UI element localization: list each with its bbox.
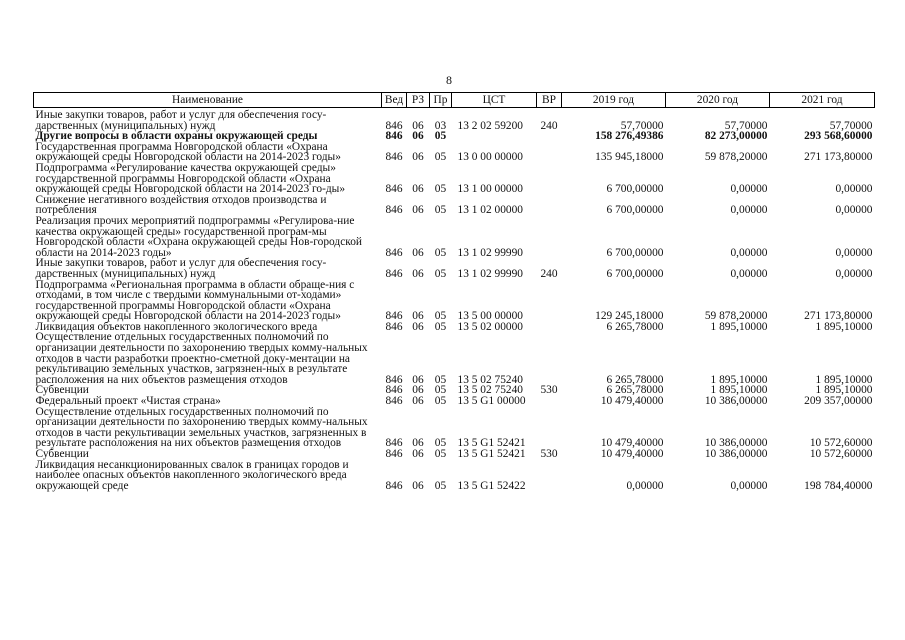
cell-rz: 06 bbox=[412, 395, 424, 408]
cell-ved: 846 bbox=[385, 267, 403, 280]
cell-2019: 0,00000 bbox=[626, 479, 664, 492]
cell-2021: 10 572,60000 bbox=[809, 437, 873, 450]
column-header-name: Наименование bbox=[34, 93, 382, 108]
cell-pr: 05 bbox=[434, 183, 447, 196]
cell-vr bbox=[537, 460, 562, 492]
cell-2021: 57,70000 bbox=[829, 119, 873, 132]
cell-rz: 06 bbox=[412, 267, 424, 280]
cell-pr: 05 bbox=[434, 479, 447, 492]
cell-2021: 0,00000 bbox=[835, 246, 873, 259]
cell-rz: 06 bbox=[412, 130, 424, 143]
cell-name: Субвенции bbox=[35, 384, 89, 397]
cell-vr: 530 bbox=[540, 448, 558, 460]
cell-cst: 13 1 02 99990 bbox=[457, 267, 523, 280]
cell-2019: 6 265,78000 bbox=[606, 320, 664, 333]
cell-2019: 6 700,00000 bbox=[606, 204, 664, 217]
cell-pr: 05 bbox=[434, 448, 447, 460]
cell-2021: 0,00000 bbox=[835, 183, 873, 196]
cell-cst: 13 5 02 00000 bbox=[457, 320, 523, 333]
cell-name: Ликвидация объектов накопленного экологического вреда bbox=[35, 320, 318, 333]
cell-cst: 13 5 02 75240 bbox=[457, 384, 523, 397]
cell-pr: 05 bbox=[434, 246, 447, 259]
cell-2021: 293 568,60000 bbox=[804, 130, 873, 143]
cell-pr: 05 bbox=[434, 151, 447, 164]
cell-rz: 06 bbox=[412, 373, 424, 386]
cell-pr: 05 bbox=[434, 320, 447, 333]
cell-vr bbox=[537, 195, 562, 216]
cell-2021: 0,00000 bbox=[835, 204, 873, 217]
cell-2020: 0,00000 bbox=[730, 204, 768, 217]
cell-2020: 1 895,10000 bbox=[710, 384, 768, 397]
cell-vr bbox=[537, 131, 562, 142]
cell-ved: 846 bbox=[385, 119, 403, 132]
table-row bbox=[34, 258, 875, 279]
cell-rz: 06 bbox=[412, 151, 424, 164]
cell-ved: 846 bbox=[385, 204, 403, 217]
cell-pr: 05 bbox=[434, 395, 447, 408]
table-row bbox=[34, 108, 875, 132]
cell-2021: 10 572,60000 bbox=[809, 448, 873, 460]
cell-2021: 271 173,80000 bbox=[804, 310, 873, 323]
column-header-pr: Пр bbox=[430, 93, 452, 108]
cell-2019: 6 265,78000 bbox=[606, 384, 664, 397]
page-number: 8 bbox=[446, 73, 452, 87]
budget-table bbox=[33, 92, 875, 491]
table-header-row bbox=[34, 93, 875, 108]
cell-rz: 06 bbox=[412, 479, 424, 492]
cell-vr bbox=[537, 332, 562, 385]
cell-rz: 06 bbox=[412, 384, 424, 397]
cell-2019: 57,70000 bbox=[620, 119, 664, 132]
cell-2019: 10 479,40000 bbox=[600, 437, 664, 450]
table-row bbox=[34, 332, 875, 385]
cell-2019: 6 700,00000 bbox=[606, 246, 664, 259]
column-header-2021: 2021 год bbox=[770, 93, 875, 108]
cell-cst: 13 5 02 75240 bbox=[457, 373, 523, 386]
cell-2021: 271 173,80000 bbox=[804, 151, 873, 164]
column-header-ved: Вед bbox=[382, 93, 407, 108]
cell-cst: 13 5 G1 52421 bbox=[457, 448, 526, 460]
cell-2020: 0,00000 bbox=[730, 246, 768, 259]
cell-2020: 57,70000 bbox=[724, 119, 768, 132]
cell-ved: 846 bbox=[385, 437, 403, 450]
cell-cst: 13 5 G1 00000 bbox=[457, 395, 526, 408]
table-row bbox=[34, 195, 875, 216]
cell-pr: 05 bbox=[434, 130, 447, 143]
cell-vr bbox=[537, 280, 562, 322]
cell-2019: 6 700,00000 bbox=[606, 267, 664, 280]
cell-vr: 240 bbox=[540, 119, 558, 132]
cell-cst: 13 1 00 00000 bbox=[457, 183, 523, 196]
cell-2021: 1 895,10000 bbox=[815, 320, 873, 333]
cell-pr: 05 bbox=[434, 437, 447, 450]
column-header-rz: РЗ bbox=[407, 93, 430, 108]
cell-2019: 129 245,18000 bbox=[595, 310, 664, 323]
cell-ved: 846 bbox=[385, 151, 403, 164]
cell-2020: 59 878,20000 bbox=[704, 151, 768, 164]
cell-2020: 0,00000 bbox=[730, 479, 768, 492]
cell-pr: 05 bbox=[434, 267, 447, 280]
cell-ved: 846 bbox=[385, 395, 403, 408]
cell-pr: 05 bbox=[434, 310, 447, 323]
cell-name: Иные закупки товаров, работ и услуг для обеспечения госу-дарственных (муниципальных) нужд bbox=[35, 257, 327, 280]
cell-rz: 06 bbox=[412, 183, 424, 196]
cell-2020: 10 386,00000 bbox=[704, 395, 768, 408]
cell-name: Другие вопросы в области охраны окружающей среды bbox=[35, 130, 318, 143]
cell-pr: 03 bbox=[434, 119, 447, 132]
cell-vr: 240 bbox=[540, 267, 558, 280]
cell-rz: 06 bbox=[412, 437, 424, 450]
cell-pr: 05 bbox=[434, 204, 447, 217]
cell-2020: 0,00000 bbox=[730, 267, 768, 280]
cell-cst: 13 1 02 00000 bbox=[457, 204, 523, 217]
cell-name: Снижение негативного воздействия отходов производства и потребления bbox=[35, 193, 327, 217]
cell-rz: 06 bbox=[412, 246, 424, 259]
table-row bbox=[34, 407, 875, 449]
cell-2019: 6 265,78000 bbox=[606, 373, 664, 386]
cell-name: Подпрограмма «Региональная программа в области обраще-ния с отходами, в том числе с твердыми коммунальными от-ходами» государственной программы Новгородской области «Охрана окружающей среды Новгородской области на 2014-2023 годы» bbox=[35, 278, 355, 323]
cell-vr bbox=[537, 407, 562, 449]
cell-2020: 10 386,00000 bbox=[704, 448, 768, 460]
cell-2020: 10 386,00000 bbox=[704, 437, 768, 450]
column-header-cst: ЦСТ bbox=[452, 93, 537, 108]
cell-rz: 06 bbox=[412, 320, 424, 333]
cell-vr bbox=[537, 142, 562, 163]
cell-ved: 846 bbox=[385, 448, 403, 460]
column-header-vr: ВР bbox=[537, 93, 562, 108]
cell-cst: 13 5 00 00000 bbox=[457, 310, 523, 323]
cell-pr: 05 bbox=[434, 384, 447, 397]
cell-cst bbox=[452, 131, 537, 142]
cell-name: Федеральный проект «Чистая страна» bbox=[35, 395, 221, 408]
cell-cst: 13 2 02 59200 bbox=[457, 119, 523, 132]
cell-vr bbox=[537, 396, 562, 407]
table-row bbox=[34, 280, 875, 322]
cell-rz: 06 bbox=[412, 448, 424, 460]
cell-vr bbox=[537, 163, 562, 195]
cell-ved: 846 bbox=[385, 183, 403, 196]
cell-ved: 846 bbox=[385, 384, 403, 397]
cell-2019: 158 276,49386 bbox=[595, 130, 664, 143]
cell-2020: 82 273,00000 bbox=[704, 130, 768, 143]
cell-name: Иные закупки товаров, работ и услуг для обеспечения госу-дарственных (муниципальных) нужд bbox=[35, 109, 327, 132]
cell-2021: 209 357,00000 bbox=[804, 395, 873, 408]
cell-cst: 13 1 02 99990 bbox=[457, 246, 523, 259]
cell-cst: 13 5 G1 52421 bbox=[457, 437, 526, 450]
cell-2021: 0,00000 bbox=[835, 267, 873, 280]
cell-2019: 10 479,40000 bbox=[600, 448, 664, 460]
cell-2020: 0,00000 bbox=[730, 183, 768, 196]
table-row bbox=[34, 460, 875, 492]
cell-2019: 135 945,18000 bbox=[595, 151, 664, 164]
cell-rz: 06 bbox=[412, 310, 424, 323]
cell-ved: 846 bbox=[385, 130, 403, 143]
cell-2020: 59 878,20000 bbox=[704, 310, 768, 323]
cell-2021: 1 895,10000 bbox=[815, 384, 873, 397]
cell-name: Реализация прочих мероприятий подпрограммы «Регулирова-ние качества окружающей среды» государственной програм-мы Новгородской области «Охрана окружающей среды Нов-городской области на 2014-2023 годы» bbox=[35, 214, 362, 259]
cell-ved: 846 bbox=[385, 479, 403, 492]
cell-cst: 13 0 00 00000 bbox=[457, 151, 523, 164]
column-header-2019: 2019 год bbox=[562, 93, 666, 108]
table-body bbox=[34, 108, 875, 492]
cell-name: Субвенции bbox=[35, 448, 89, 460]
table-row bbox=[34, 163, 875, 195]
cell-2021: 1 895,10000 bbox=[815, 373, 873, 386]
cell-vr: 530 bbox=[540, 384, 558, 397]
cell-vr bbox=[537, 322, 562, 333]
cell-ved: 846 bbox=[385, 373, 403, 386]
cell-rz: 06 bbox=[412, 204, 424, 217]
cell-2020: 1 895,10000 bbox=[710, 320, 768, 333]
cell-name: Осуществление отдельных государственных полномочий по организации деятельности по захоронению твердых комму-нальных отходов в части рекультивации земельных участков, загрязненных в результате расположения на них объектов размещения отходов bbox=[35, 405, 368, 450]
cell-cst: 13 5 G1 52422 bbox=[457, 479, 526, 492]
cell-name: Государственная программа Новгородской области «Охрана окружающей среды Новгородской области на 2014-2023 годы» bbox=[35, 140, 341, 164]
cell-name: Подпрограмма «Регулирование качества окружающей среды» государственной программы Новгородской области «Охрана окружающей среды Новгородской области на 2014-2023 го-ды» bbox=[35, 161, 346, 196]
table-row bbox=[34, 142, 875, 163]
column-header-2020: 2020 год bbox=[666, 93, 770, 108]
table-row bbox=[34, 216, 875, 258]
cell-ved: 846 bbox=[385, 246, 403, 259]
cell-pr: 05 bbox=[434, 373, 447, 386]
cell-ved: 846 bbox=[385, 310, 403, 323]
cell-2019: 10 479,40000 bbox=[600, 395, 664, 408]
cell-rz: 06 bbox=[412, 119, 424, 132]
cell-name: Осуществление отдельных государственных полномочий по организации деятельности по захоронению твердых комму-нальных отходов в части разработки проектно-сметной доку-ментации на рекультивацию земельных участков, загрязнен-ных в результате расположения на них объектов размещения отходов bbox=[35, 331, 368, 386]
cell-ved: 846 bbox=[385, 320, 403, 333]
cell-name: Ликвидация несанкционированных свалок в границах городов и наиболее опасных объектов накопленного экологического вреда окружающей среде bbox=[35, 458, 349, 492]
cell-2019: 6 700,00000 bbox=[606, 183, 664, 196]
cell-2021: 198 784,40000 bbox=[804, 479, 873, 492]
cell-2020: 1 895,10000 bbox=[710, 373, 768, 386]
cell-vr bbox=[537, 216, 562, 258]
table-row bbox=[34, 449, 875, 460]
